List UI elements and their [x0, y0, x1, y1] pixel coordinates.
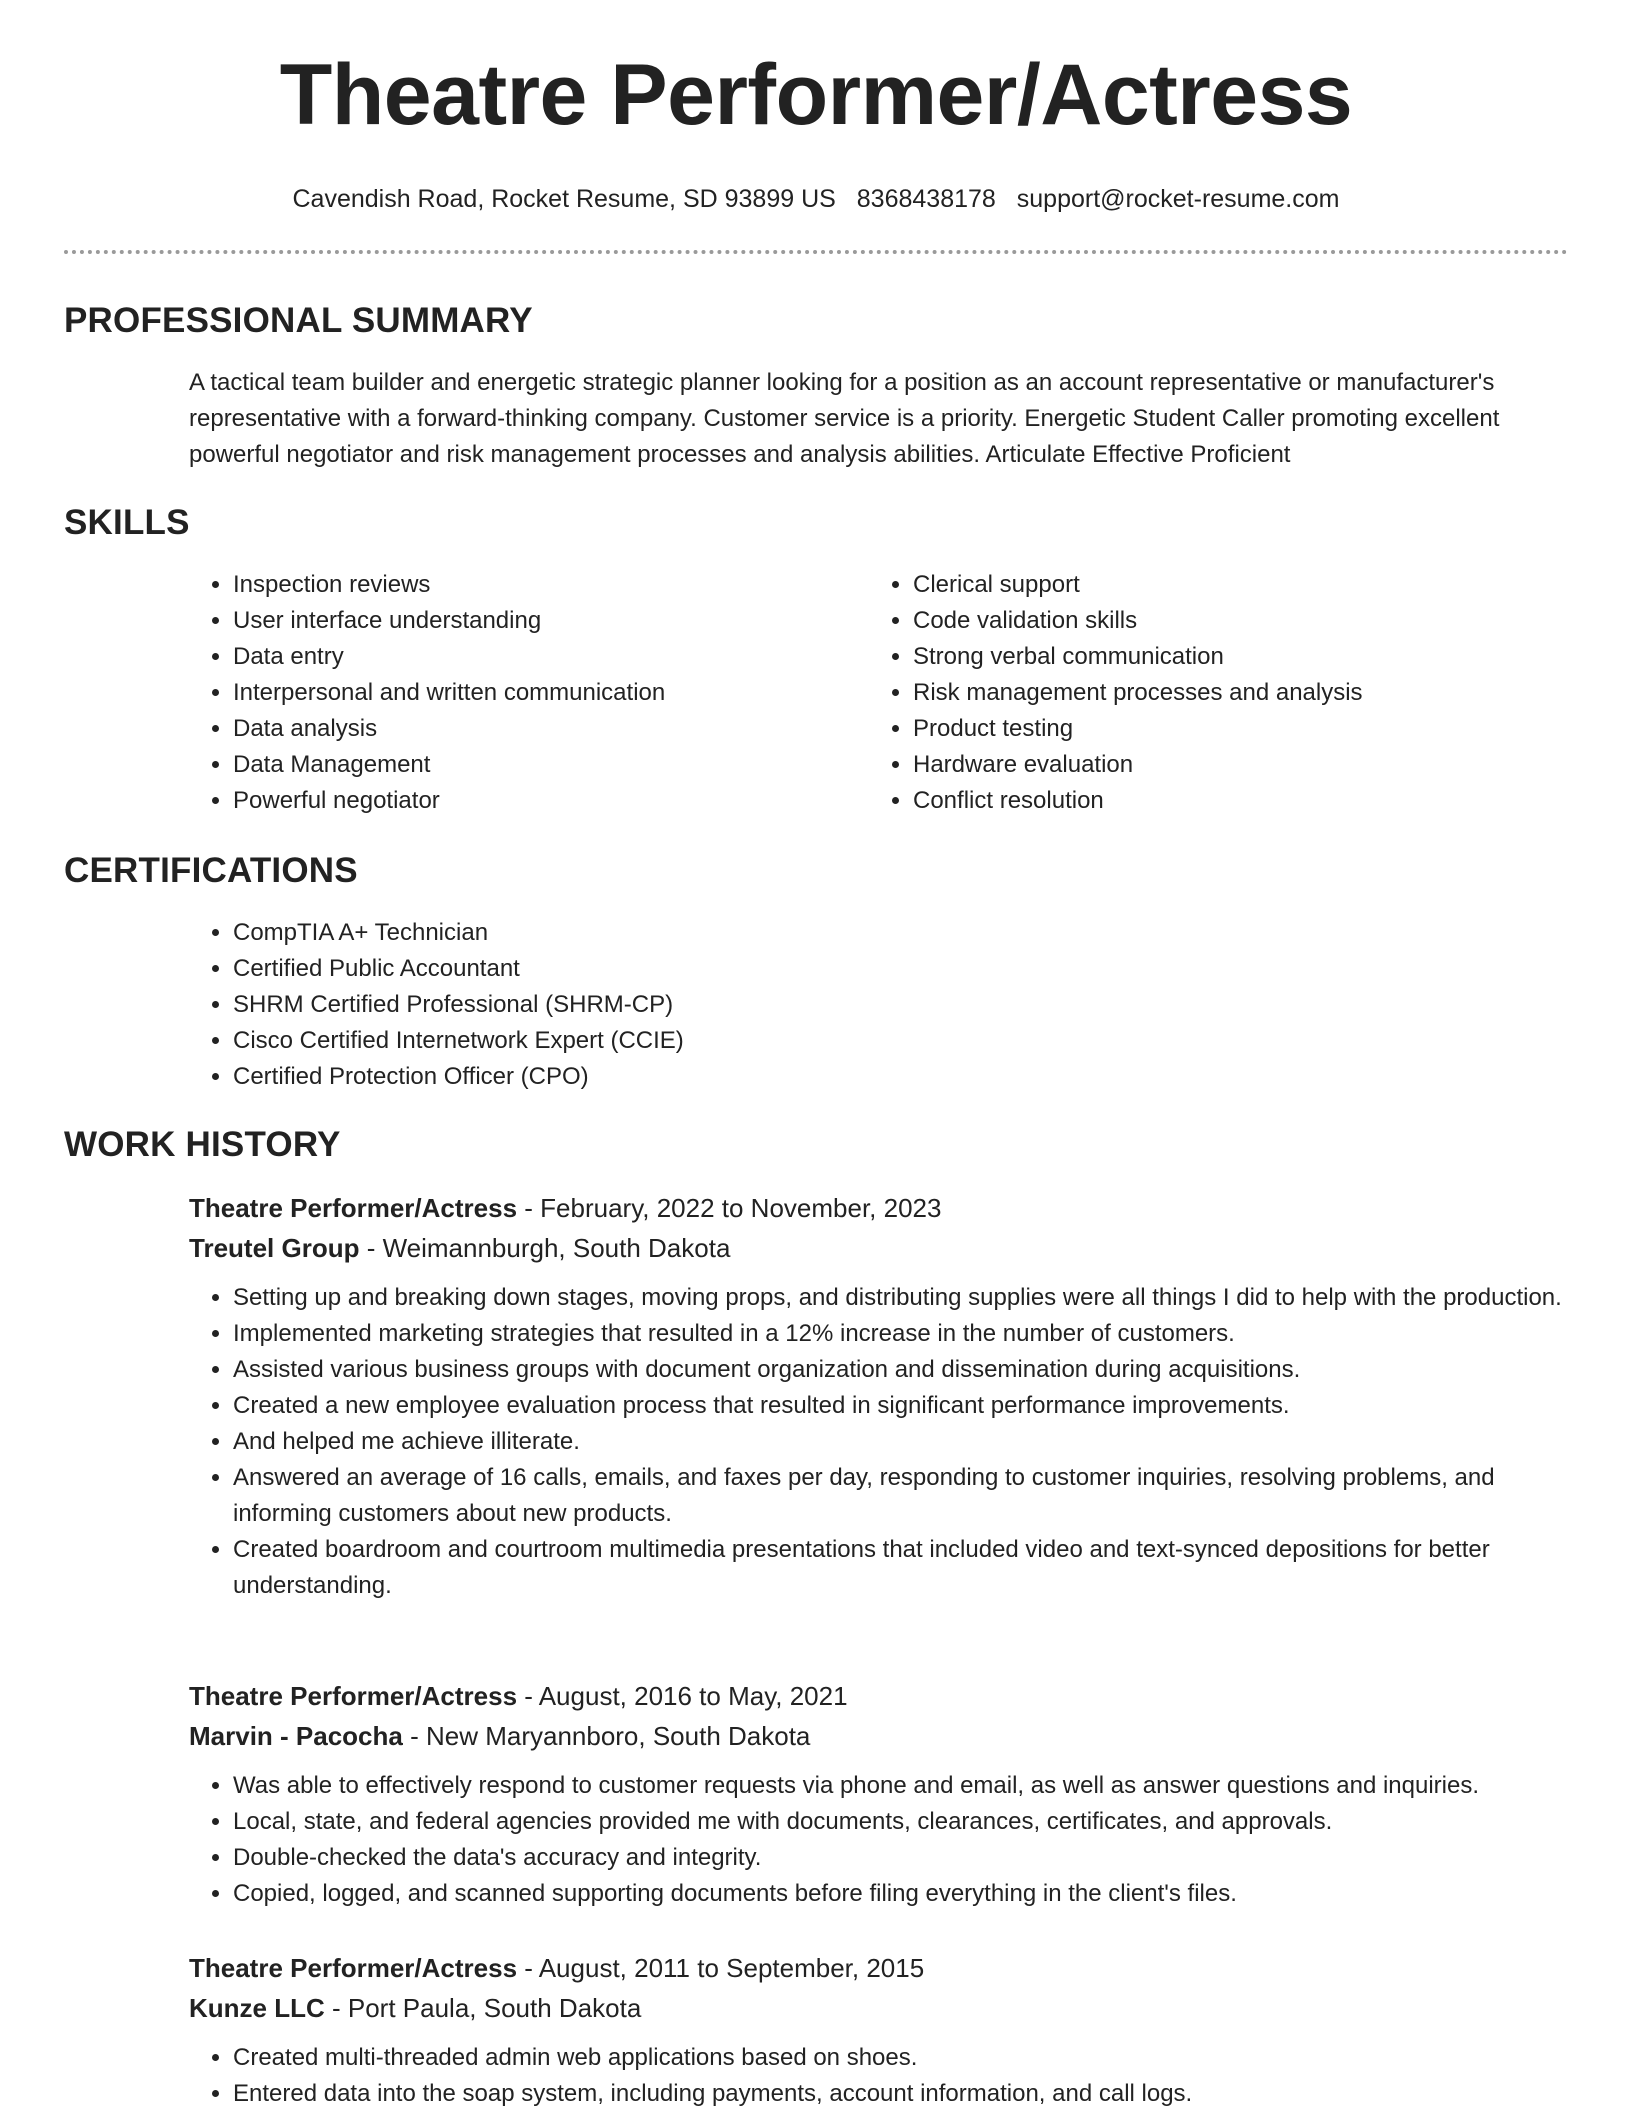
summary-heading: PROFESSIONAL SUMMARY — [64, 301, 533, 340]
job-bullet: • Copied, logged, and scanned supporting documents before filing everything in the client's files. — [233, 1876, 1569, 1912]
job-company-line — [189, 1716, 1569, 1756]
job-bullets — [189, 1280, 1569, 1604]
skill-item: • Code validation skills — [913, 603, 1549, 639]
skills-column-right — [869, 567, 1549, 819]
skill-item: • Data Management — [233, 747, 829, 783]
certifications-heading: CERTIFICATIONS — [64, 851, 358, 890]
skill-item: • Data analysis — [233, 711, 829, 747]
certification-item: • Certified Protection Officer (CPO) — [233, 1059, 1089, 1095]
job-bullets — [189, 1768, 1569, 1912]
skill-item: • Clerical support — [913, 567, 1549, 603]
skill-item: • Strong verbal communication — [913, 639, 1549, 675]
job-company-line — [189, 1988, 1569, 2028]
job-bullet: • Was able to effectively respond to customer requests via phone and email, as well as answer questions and inquiries. — [233, 1768, 1569, 1804]
certification-item: • Cisco Certified Internetwork Expert (CCIE) — [233, 1023, 1089, 1059]
job-location: - New Maryannboro, South Dakota — [402, 1721, 811, 1751]
header-divider — [64, 250, 1568, 254]
job-bullet: • Created a new employee evaluation process that resulted in significant performance improvements. — [233, 1388, 1569, 1424]
job-bullet: • Assisted various business groups with document organization and dissemination during acquisitions. — [233, 1352, 1569, 1388]
job-bullet: • Entered data into the soap system, including payments, account information, and call logs. — [233, 2076, 1569, 2112]
certification-item: • SHRM Certified Professional (SHRM-CP) — [233, 987, 1089, 1023]
job-bullet: • Local, state, and federal agencies provided me with documents, clearances, certificates, and approvals. — [233, 1804, 1569, 1840]
job-role: Theatre Performer/Actress — [189, 1953, 518, 1983]
job-bullet: • Double-checked the data's accuracy and integrity. — [233, 1840, 1569, 1876]
job-bullet: • Setting up and breaking down stages, moving props, and distributing supplies were all things I did to help with the production. — [233, 1280, 1569, 1316]
job-role: Theatre Performer/Actress — [189, 1193, 518, 1223]
job-bullets — [189, 2040, 1569, 2112]
work-history-heading: WORK HISTORY — [64, 1125, 341, 1164]
resume-name: Theatre Performer/Actress — [279, 47, 1353, 143]
job-company: Treutel Group — [189, 1233, 360, 1263]
certification-item: • CompTIA A+ Technician — [233, 915, 1089, 951]
job-location: - Port Paula, South Dakota — [324, 1993, 642, 2023]
job-bullet: • Created boardroom and courtroom multimedia presentations that included video and text-synced depositions for better understanding. — [233, 1532, 1569, 1604]
job-dates: - August, 2011 to September, 2015 — [517, 1953, 925, 1983]
job-bullet: • Created multi-threaded admin web applications based on shoes. — [233, 2040, 1569, 2076]
job-company: Kunze LLC — [189, 1993, 325, 2023]
certification-item: • Certified Public Accountant — [233, 951, 1089, 987]
job-title-line — [189, 1676, 1569, 1716]
job-title-line — [189, 1948, 1569, 1988]
job-entry — [189, 1188, 1569, 1604]
contact-line — [0, 184, 1632, 214]
skill-item: • Data entry — [233, 639, 829, 675]
skill-item: • User interface understanding — [233, 603, 829, 639]
skills-column-left — [189, 567, 829, 819]
job-company: Marvin - Pacocha — [189, 1721, 403, 1751]
skills-heading: SKILLS — [64, 503, 190, 542]
job-bullet: • Answered an average of 16 calls, emails, and faxes per day, responding to customer inquiries, resolving problems, and informing customers about new products. — [233, 1460, 1569, 1532]
skill-item: • Conflict resolution — [913, 783, 1549, 819]
skill-item: • Hardware evaluation — [913, 747, 1549, 783]
skill-item: • Powerful negotiator — [233, 783, 829, 819]
job-dates: - February, 2022 to November, 2023 — [517, 1193, 942, 1223]
skill-item: • Product testing — [913, 711, 1549, 747]
job-entry — [189, 1676, 1569, 1912]
job-bullet: • And helped me achieve illiterate. — [233, 1424, 1569, 1460]
skill-item: • Risk management processes and analysis — [913, 675, 1549, 711]
skill-item: • Interpersonal and written communication — [233, 675, 829, 711]
contact-email: support@rocket-resume.com — [1016, 185, 1340, 213]
job-company-line — [189, 1228, 1569, 1268]
skill-item: • Inspection reviews — [233, 567, 829, 603]
job-role: Theatre Performer/Actress — [189, 1681, 518, 1711]
summary-text: A tactical team builder and energetic strategic planner looking for a position as an account representative or manufacturer's representative with a forward-thinking company. Customer service is a priority. Energetic Student Caller promoting excellent powerful negotiator and risk management processes and analysis abilities. Articulate Effective Proficient — [189, 369, 1500, 468]
job-entry — [189, 1948, 1569, 2112]
contact-phone: 8368438178 — [856, 185, 996, 213]
job-location: - Weimannburgh, South Dakota — [359, 1233, 731, 1263]
job-dates: - August, 2016 to May, 2021 — [517, 1681, 848, 1711]
job-bullet: • Implemented marketing strategies that resulted in a 12% increase in the number of customers. — [233, 1316, 1569, 1352]
contact-address: Cavendish Road, Rocket Resume, SD 93899 US — [292, 185, 836, 213]
certifications-list — [189, 915, 1089, 1095]
job-title-line — [189, 1188, 1569, 1228]
